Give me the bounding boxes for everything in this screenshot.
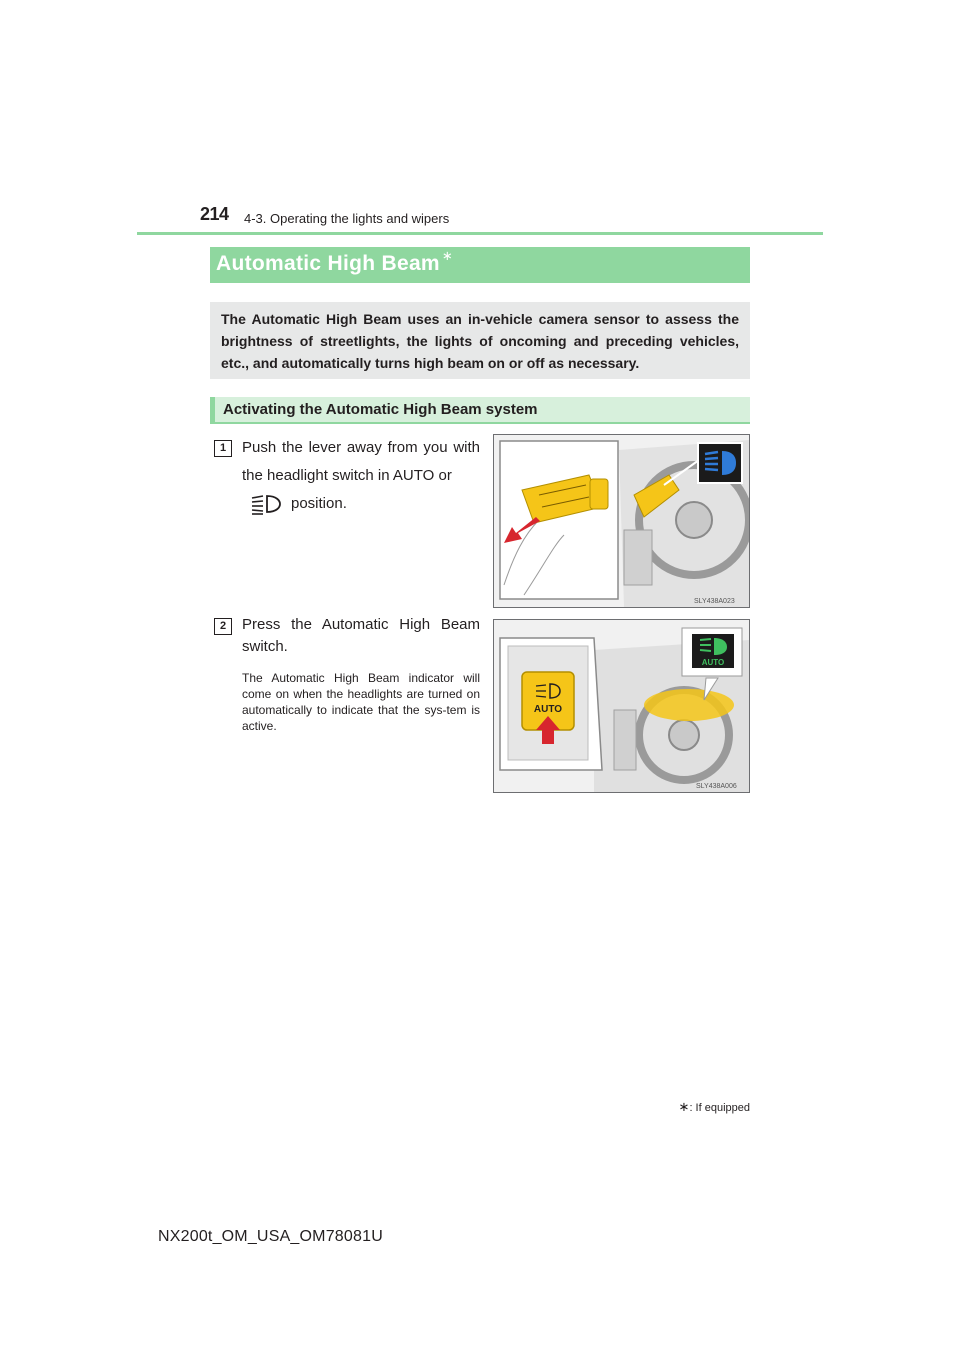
title-band: [210, 247, 750, 283]
subsection-bar: [210, 397, 215, 424]
step-1-text: Push the lever away from you with the headlight switch in AUTO or: [242, 439, 480, 484]
footnote-text: : If equipped: [689, 1102, 750, 1114]
subsection-title: Activating the Automatic High Beam system: [223, 401, 538, 418]
step-2-text-block: [242, 612, 480, 734]
indicator-auto-label: AUTO: [701, 658, 725, 667]
page-title-text: Automatic High Beam: [216, 252, 440, 275]
figure-2-code: SLY438A006: [696, 783, 737, 790]
footnote-marker: ∗: [678, 1099, 690, 1114]
page-number: 214: [200, 204, 229, 224]
figure-auto-switch-illustration: [493, 619, 750, 793]
headlight-auto-icon: [250, 493, 282, 520]
step-number-2: 2: [214, 618, 232, 635]
section-title: 4-3. Operating the lights and wipers: [244, 211, 450, 226]
page-title: [216, 248, 454, 276]
step-2-note: The Automatic High Beam indicator will come on when the headlights are turned on automatically to indicate that the sys-tem is active.: [242, 671, 480, 733]
subsection-heading: [210, 397, 750, 424]
step-2-text: Press the Automatic High Beam switch.: [242, 616, 480, 655]
step-number-1: 1: [214, 440, 232, 457]
intro-text: The Automatic High Beam uses an in-vehicle camera sensor to assess the brightness of streetlights, the lights of oncoming and preceding vehicles, etc., and automatically turns high beam on or off as necessary.: [221, 311, 739, 371]
header-rule: [137, 232, 823, 235]
footnote: [679, 1099, 750, 1115]
figure-lever-illustration: [493, 434, 750, 608]
switch-auto-label: AUTO: [533, 704, 563, 715]
step-1-text-block: [242, 434, 480, 518]
intro-box: [210, 302, 750, 379]
step-1-icon-line: [242, 490, 480, 518]
footer-doc-id: NX200t_OM_USA_OM78081U: [158, 1228, 383, 1245]
if-equipped-marker: ∗: [441, 248, 454, 263]
step-1-text-after-icon: position.: [291, 495, 347, 512]
figure-1-code: SLY438A023: [694, 598, 735, 605]
